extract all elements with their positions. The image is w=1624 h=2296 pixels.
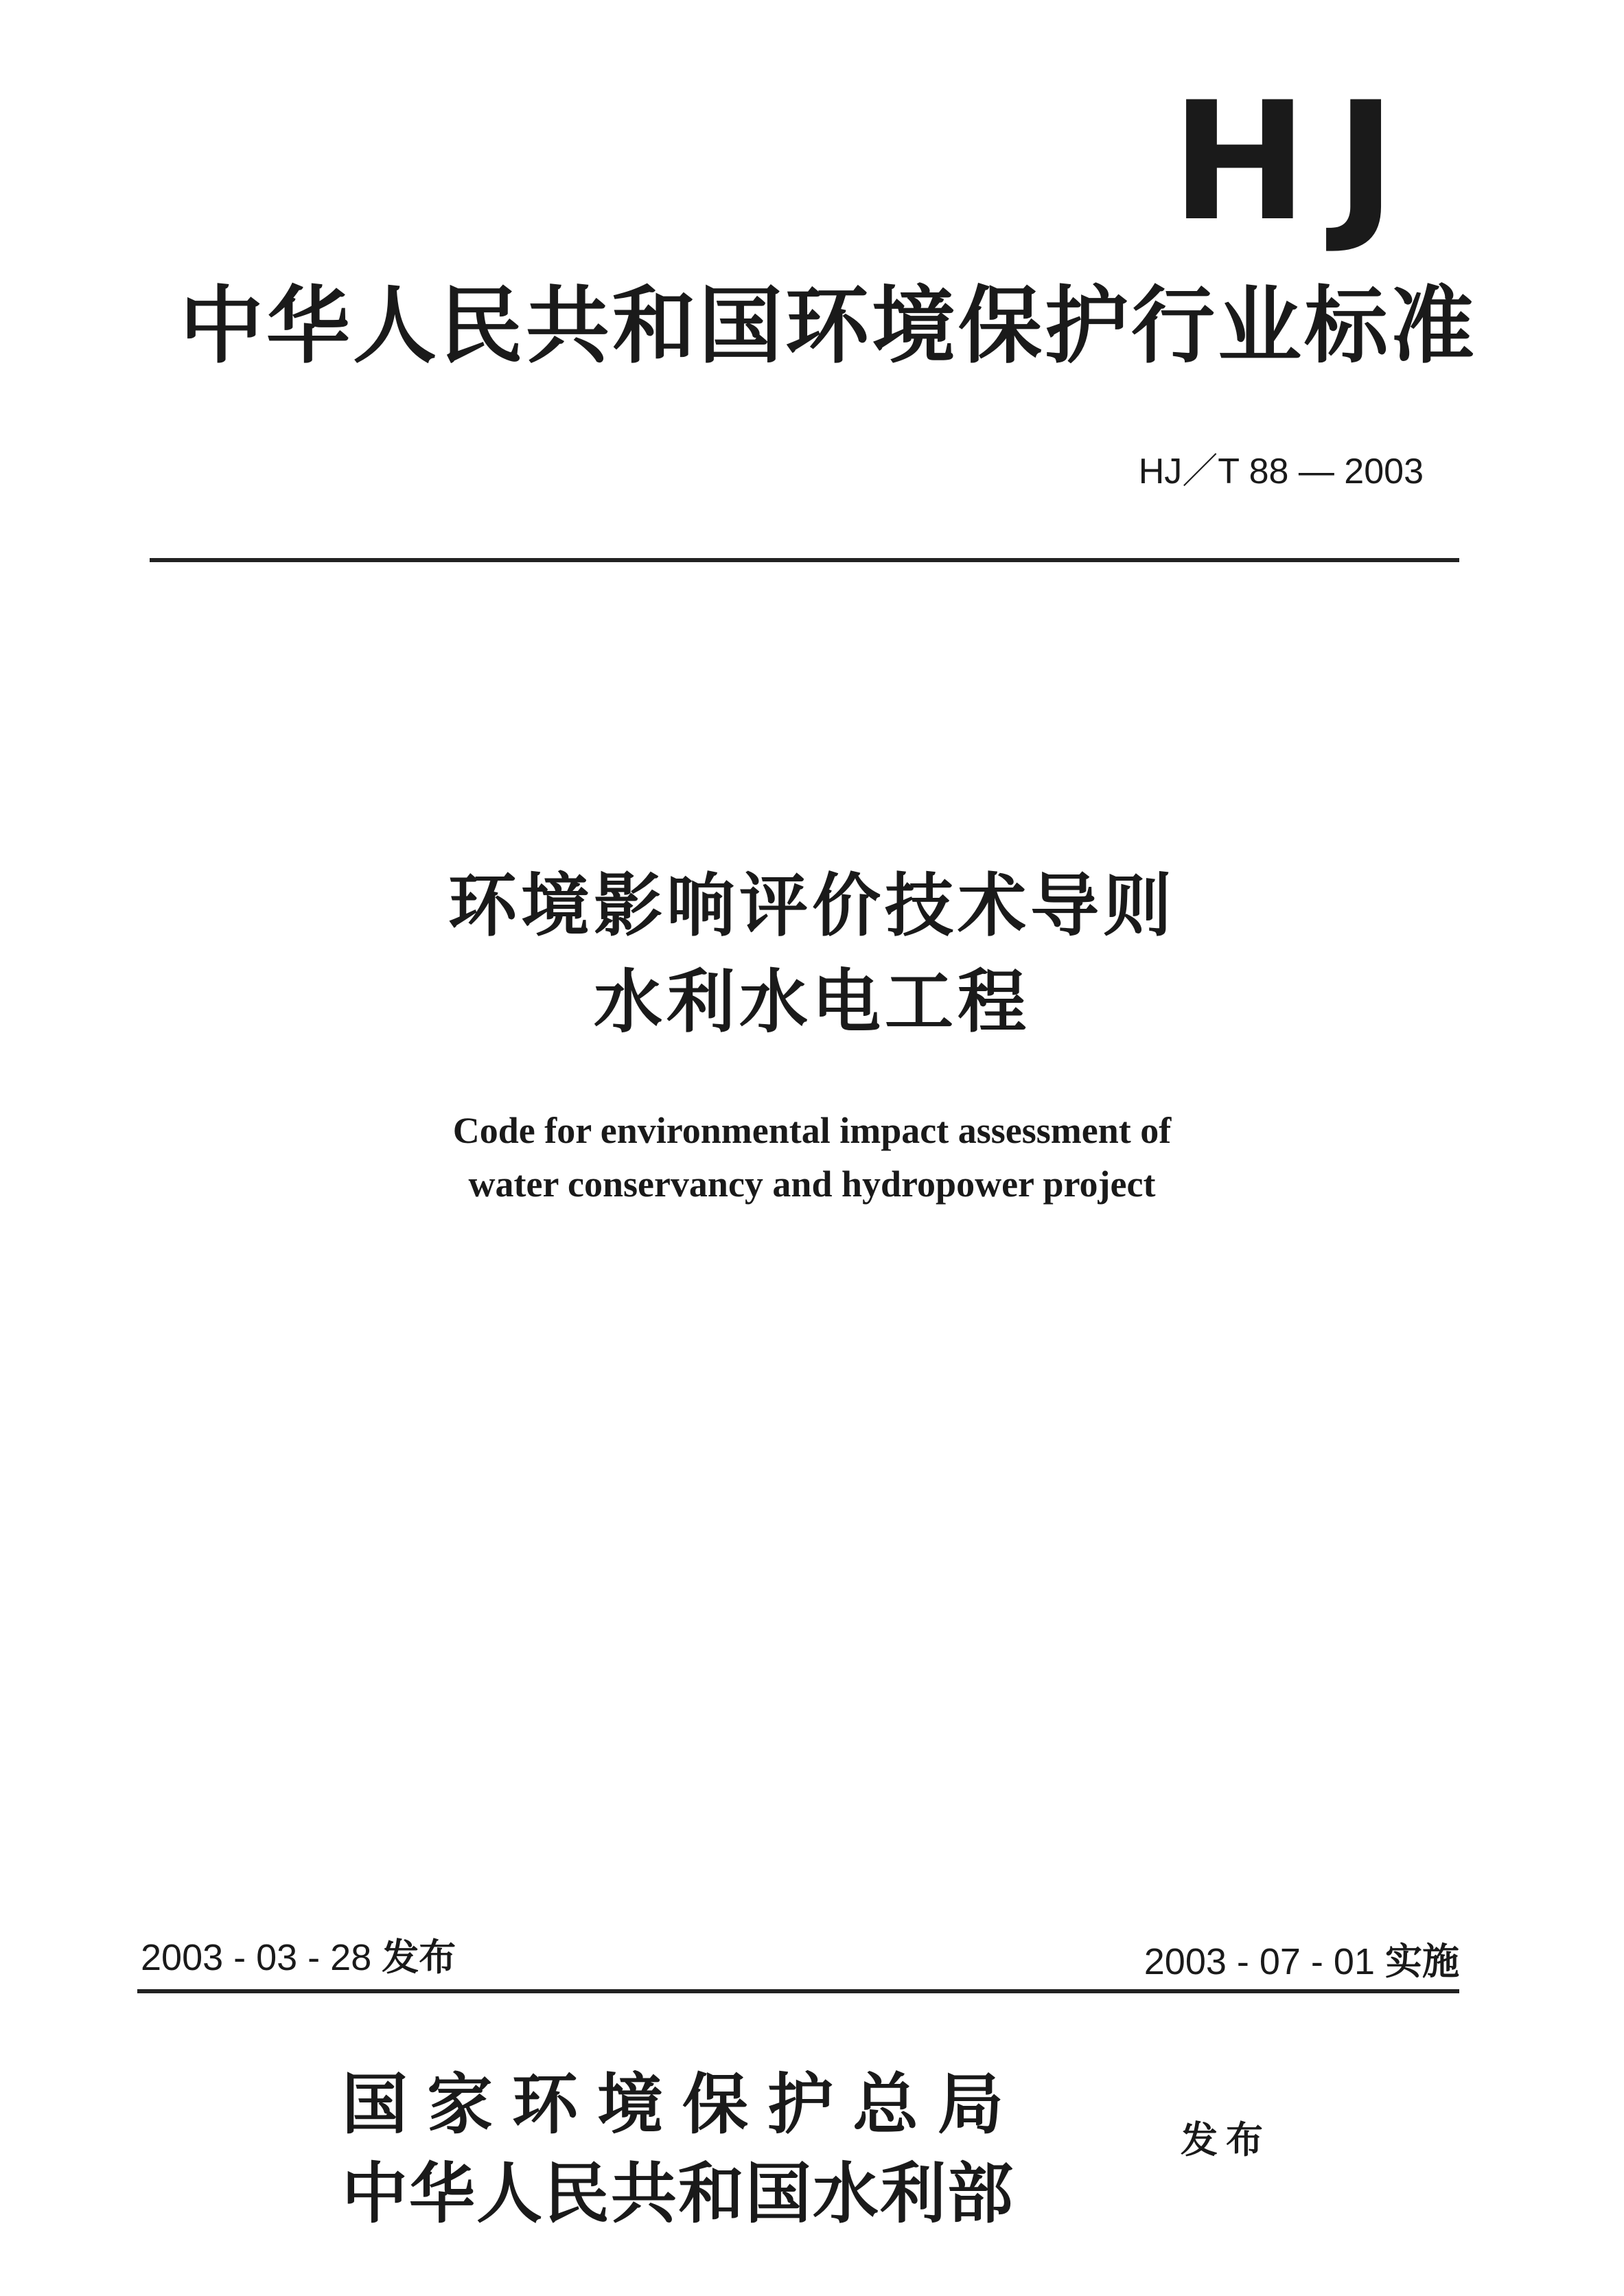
department-1: 国家环境保护总局	[342, 2066, 1023, 2143]
effective-date: 2003 - 07 - 01	[1144, 1941, 1375, 1982]
top-divider	[150, 558, 1459, 562]
publish-label: 发布	[1181, 2118, 1271, 2161]
department-2: 中华人民共和国水利部	[342, 2155, 1014, 2232]
issue-date-block	[141, 1936, 456, 1980]
issuer-header: 中华人民共和国环境保护行业标准	[180, 277, 1477, 375]
title-en-line2: water conservancy and hydropower project	[468, 1163, 1156, 1205]
title-en-line1: Code for environmental impact assessment of	[452, 1110, 1172, 1151]
issue-label: 发布	[382, 1936, 456, 1979]
issue-date: 2003 - 03 - 28	[141, 1937, 372, 1978]
standard-number: HJ／T 88 — 2003	[1138, 452, 1424, 491]
hj-logo: HJ	[1171, 67, 1424, 257]
title-zh-line1: 环境影响评价技术导则	[448, 866, 1176, 946]
title-zh-line2: 水利水电工程	[594, 962, 1030, 1042]
effective-date-block	[1144, 1940, 1459, 1984]
bottom-divider	[137, 1989, 1459, 1993]
effective-label: 实施	[1385, 1940, 1459, 1983]
